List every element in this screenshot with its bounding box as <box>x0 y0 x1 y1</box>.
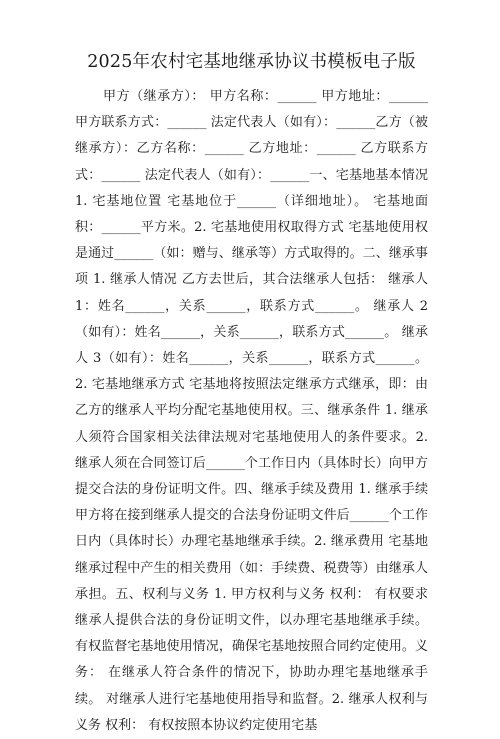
document-title: 2025年农村宅基地继承协议书模板电子版 <box>87 52 416 72</box>
document-body: 甲方（继承方）： 甲方名称：______ 甲方地址：______ 甲方联系方式：______ 法定代表人（如有）：______乙方（被继承方）：乙方名称：______ 乙方地址：______ 乙方联系方式：______ 法定代表人（如有）：______一、宅基地基本情况 1. 宅基地位置 宅基地位于______（详细地址）。 宅基地面积：______平方米。2. 宅基地使用权取得方式 宅基地使用权是通过______（如：赠与、继承等）方式取得的。二、继承事项 1. 继承人情况 乙方去世后，其合法继承人包括： 继承人 1：姓名______，关系______，联系方式______。 继承人 2（如有）：姓名______，关系______，联系方式______。 继承人 3（如有）：姓名______，关系______，联系方式______。2. 宅基地继承方式 宅基地将按照法定继承方式继承，即：由乙方的继承人平均分配宅基地使用权。三、继承条件 1. 继承人须符合国家相关法律法规对宅基地使用人的条件要求。2. 继承人须在合同签订后______个工作日内（具体时长）向甲方提交合法的身份证明文件。四、继承手续及费用 1. 继承手续 甲方将在接到继承人提交的合法身份证明文件后______个工作日内（具体时长）办理宅基地继承手续。2. 继承费用 宅基地继承过程中产生的相关费用（如：手续费、税费等）由继承人承担。五、权利与义务 1. 甲方权利与义务 权利： 有权要求继承人提供合法的身份证明文件，以办理宅基地继承手续。 有权监督宅基地使用情况，确保宅基地按照合同约定使用。义务： 在继承人符合条件的情况下，协助办理宅基地继承手续。 对继承人进行宅基地使用指导和监督。2. 继承人权利与义务 权利： 有权按照本协议约定使用宅基 <box>75 89 428 733</box>
